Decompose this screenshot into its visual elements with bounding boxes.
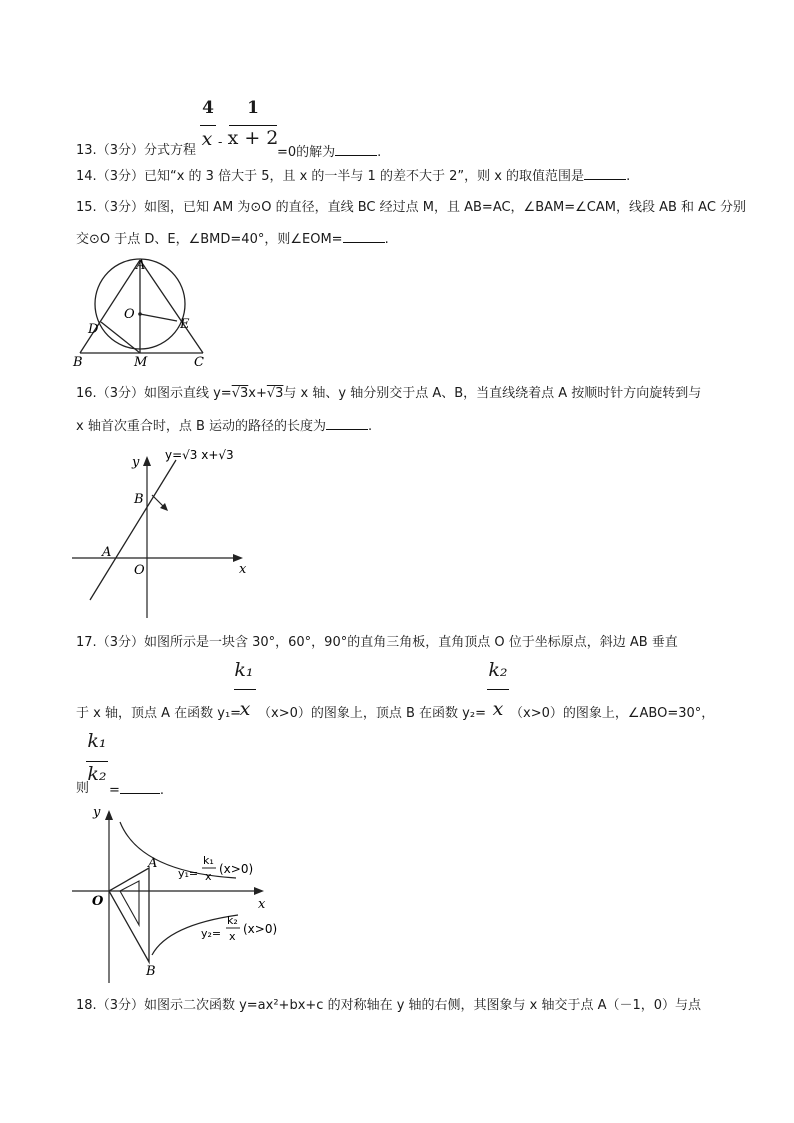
q17-triangle-inner — [120, 881, 139, 925]
q16-label-y: y — [132, 455, 140, 470]
q17-f2-num: k₂ — [227, 914, 238, 927]
q14-text: 已知“x 的 3 倍大于 5，且 x 的一半与 1 的差不大于 2”，则 x 的取值范围是 — [143, 169, 585, 184]
q16-text-b: x+ — [248, 386, 267, 401]
q17-text-2c: （x>0）的图象上，∠ABO=30°， — [510, 706, 715, 721]
q13-frac2-numerator: 1 — [247, 98, 259, 118]
q17-curve-y2 — [152, 915, 238, 955]
q18-number: 18. — [76, 998, 97, 1013]
q17-label-y: y — [93, 805, 101, 820]
q16-text-a: 如图示直线 y= — [143, 386, 232, 401]
q17-text-2a: 于 x 轴，顶点 A 在函数 y₁= — [76, 706, 242, 721]
q14-end: . — [626, 169, 631, 184]
q17-formula-1 — [178, 854, 253, 883]
q14-number: 14. — [76, 169, 97, 184]
q15-label-c: C — [194, 355, 204, 370]
q18-line — [76, 998, 701, 1014]
q17-y-arrow — [105, 810, 113, 820]
q17-text-2b: （x>0）的图象上，顶点 B 在函数 y₂= — [258, 706, 486, 721]
q17-x-arrow — [254, 887, 264, 895]
q16-end: . — [368, 419, 373, 434]
q13-minus-sign: - — [218, 135, 223, 150]
q17-label-b: B — [146, 964, 156, 979]
q17-end: . — [159, 783, 165, 798]
q16-label-o: O — [134, 563, 145, 578]
q17-label-o: O — [92, 894, 104, 909]
q17-f1-cond: (x>0) — [219, 862, 254, 876]
q17-frac2-numerator: k₂ — [488, 659, 508, 681]
q17-frac3-denominator: k₂ — [87, 763, 107, 785]
q17-label-a: A — [148, 856, 158, 871]
q13-frac2-denominator: x + 2 — [227, 127, 279, 149]
q17-text-1: 如图所示是一块含 30°，60°，90°的直角三角板，直角顶点 O 位于坐标原点，斜边 AB 垂直 — [143, 635, 678, 650]
q13-frac1-numerator: 4 — [202, 98, 214, 118]
q17-f2-den: x — [229, 930, 236, 943]
q13-score: （3分） — [96, 143, 144, 158]
q17-frac2-denominator: x — [492, 698, 504, 720]
q15-label-m: M — [134, 355, 148, 370]
q13-number: 13. — [76, 143, 97, 158]
q17-number: 17. — [76, 635, 97, 650]
q13-text-before: 分式方程 — [143, 143, 196, 158]
q16-score: （3分） — [96, 386, 144, 401]
q15-label-a: A — [136, 258, 146, 273]
q15-label-e: E — [180, 317, 190, 332]
q17-f1-den: x — [205, 870, 212, 883]
q15-score: （3分） — [96, 200, 144, 215]
q16-number: 16. — [76, 386, 97, 401]
q15-end: . — [384, 232, 389, 247]
q15-text-1: 如图，已知 AM 为⊙O 的直径，直线 BC 经过点 M，且 AB=AC，∠BAM=∠CAM，线段 AB 和 AC 分别 — [143, 200, 747, 215]
q14-score: （3分） — [96, 169, 144, 184]
q18-score: （3分） — [96, 998, 144, 1013]
q17-triangle — [109, 868, 149, 962]
q13-end: . — [377, 145, 382, 160]
q17-text-3b: = — [109, 783, 120, 798]
q17-label-x: x — [258, 897, 266, 912]
q16-label-x: x — [239, 562, 247, 577]
q17-score: （3分） — [96, 635, 144, 650]
q17-f1-lhs: y₁= — [178, 867, 199, 880]
q15-text-2: 交⊙O 于点 D、E，∠BMD=40°，则∠EOM= — [76, 232, 343, 247]
q17-f2-lhs: y₂= — [201, 927, 222, 940]
q18-text: 如图示二次函数 y=ax²+bx+c 的对称轴在 y 轴的右侧，其图象与 x 轴交于点 A（－1，0）与点 — [143, 998, 702, 1013]
q15-number: 15. — [76, 200, 97, 215]
q15-label-o: O — [124, 307, 135, 322]
q17-frac1-numerator: k₁ — [234, 659, 254, 681]
q16-root-1: √3 — [231, 386, 249, 401]
q17-f2-cond: (x>0) — [243, 922, 278, 936]
q16-text-2: x 轴首次重合时，点 B 运动的路径的长度为 — [76, 419, 327, 434]
q13-frac1-denominator: x — [201, 128, 213, 150]
q16-line-equation: y=√3 x+√3 — [165, 448, 234, 462]
q15-label-d: D — [88, 322, 99, 337]
q17-frac3-numerator: k₁ — [87, 730, 107, 752]
q16-text-c: 与 x 轴、y 轴分别交于点 A、B，当直线绕着点 A 按顺时针方向旋转到与 — [283, 386, 702, 401]
q17-text-3a: 则 — [76, 781, 90, 796]
q15-label-b: B — [73, 355, 83, 370]
q17-f1-num: k₁ — [203, 854, 214, 867]
q16-label-b: B — [134, 492, 144, 507]
q17-frac1-denominator: x — [239, 698, 251, 720]
q13-text-after: =0的解为 — [277, 145, 336, 160]
q16-label-a: A — [102, 545, 112, 560]
q16-root-2: √3 — [266, 386, 284, 401]
q17-formula-2 — [201, 914, 277, 943]
